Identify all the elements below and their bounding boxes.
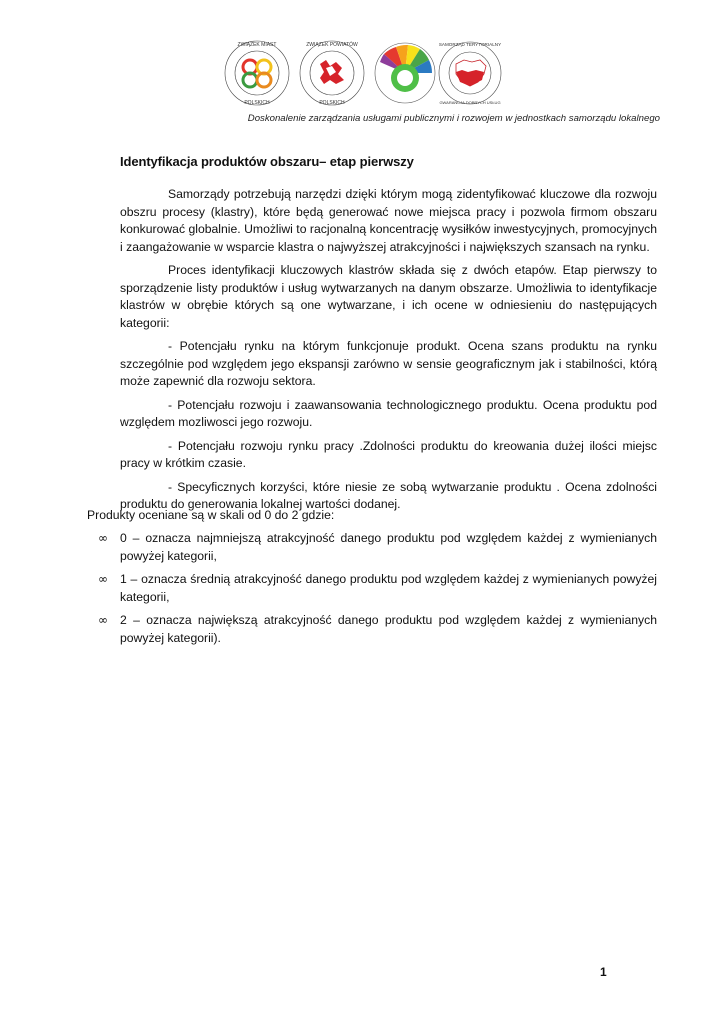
zmp-logo — [222, 38, 292, 108]
svg-text:POLSKICH: POLSKICH — [244, 100, 270, 106]
scale-list — [98, 530, 657, 653]
svg-text:GWARANCJA DOBRYCH USŁUG: GWARANCJA DOBRYCH USŁUG — [439, 100, 501, 105]
svg-text:POLSKICH: POLSKICH — [319, 100, 345, 106]
infinity-bullet-icon: ∞ — [98, 613, 108, 627]
list-item — [98, 530, 657, 565]
page-number: 1 — [600, 965, 607, 979]
paragraph: Proces identyfikacji kluczowych klastrów składa się z dwóch etapów. Etap pierwszy to sporządzenie listy produktów i usług wytwarzanych na danym obszarze. Umożliwia to identyfikacje klastrów w obrębie których są one wytwarzane, i ich ocene w odniesieniu do następujących kategorii: — [120, 263, 657, 330]
header-logos — [222, 38, 504, 110]
zpp-logo — [296, 38, 368, 108]
category-item: - Potencjału rozwoju i zaawansowania technologicznego produktu. Ocena produktu pod względem mozliwosci jego rozwoju. — [120, 397, 657, 429]
list-item — [98, 571, 657, 606]
svg-text:SAMORZĄD TERYTORIALNY: SAMORZĄD TERYTORIALNY — [438, 42, 502, 47]
category-item: - Potencjału rynku na którym funkcjonuje produkt. Ocena szans produktu na rynku szczególnie pod względem jego ekspansji zarówno w sensie geograficznym jak i stabilności, którą może zapewnić dla rozwoju sektora. — [120, 339, 657, 388]
section-heading: Identyfikacja produktów obszaru– etap pierwszy — [120, 154, 414, 169]
document-subtitle: Doskonalenie zarządzania usługami publicznymi i rozwojem w jednostkach samorządu lokalnego — [247, 113, 660, 124]
svg-text:ZWIĄZEK POWIATÓW: ZWIĄZEK POWIATÓW — [306, 42, 358, 48]
infinity-bullet-icon: ∞ — [98, 572, 108, 586]
body-text — [120, 186, 657, 520]
msap-logo — [372, 38, 438, 108]
list-item-text: 1 – oznacza średnią atrakcyjność danego produktu pod względem każdej z wymienianych powyżej kategorii, — [120, 572, 657, 604]
category-item: - Potencjału rozwoju rynku pracy .Zdolności produktu do kreowania dużej ilości miejsc pracy w krótkim czasie. — [120, 438, 657, 470]
st-logo — [436, 38, 504, 108]
infinity-bullet-icon: ∞ — [98, 531, 108, 545]
paragraph: Samorządy potrzebują narzędzi dzięki którym mogą zidentyfikować kluczowe dla rozwoju obszru procesy (klastry), które będą generować nowe miejsca pracy i pozwola firmom obszaru konkurować globalnie. Umożliwi to racjonalną koncentrację wysiłków inwestycyjnych, promocyjnych i zaangażowanie w wsparcie klastra o najwyższej atrakcyjności i największych szansach na rynku. — [120, 187, 657, 254]
list-item-text: 2 – oznacza największą atrakcyjność danego produktu pod względem każdej z wymienianych powyżej kategorii). — [120, 613, 657, 645]
svg-text:ZWIĄZEK MIAST: ZWIĄZEK MIAST — [237, 42, 277, 48]
category-item: - Specyficznych korzyści, które niesie ze sobą wytwarzanie produktu . Ocena zdolności produktu do generowania lokalnej wartości dodanej. — [120, 479, 657, 511]
list-item — [98, 612, 657, 647]
scale-intro: Produkty oceniane są w skali od 0 do 2 gdzie: — [87, 508, 335, 522]
list-item-text: 0 – oznacza najmniejszą atrakcyjność danego produktu pod względem każdej z wymienianych powyżej kategorii, — [120, 531, 657, 563]
